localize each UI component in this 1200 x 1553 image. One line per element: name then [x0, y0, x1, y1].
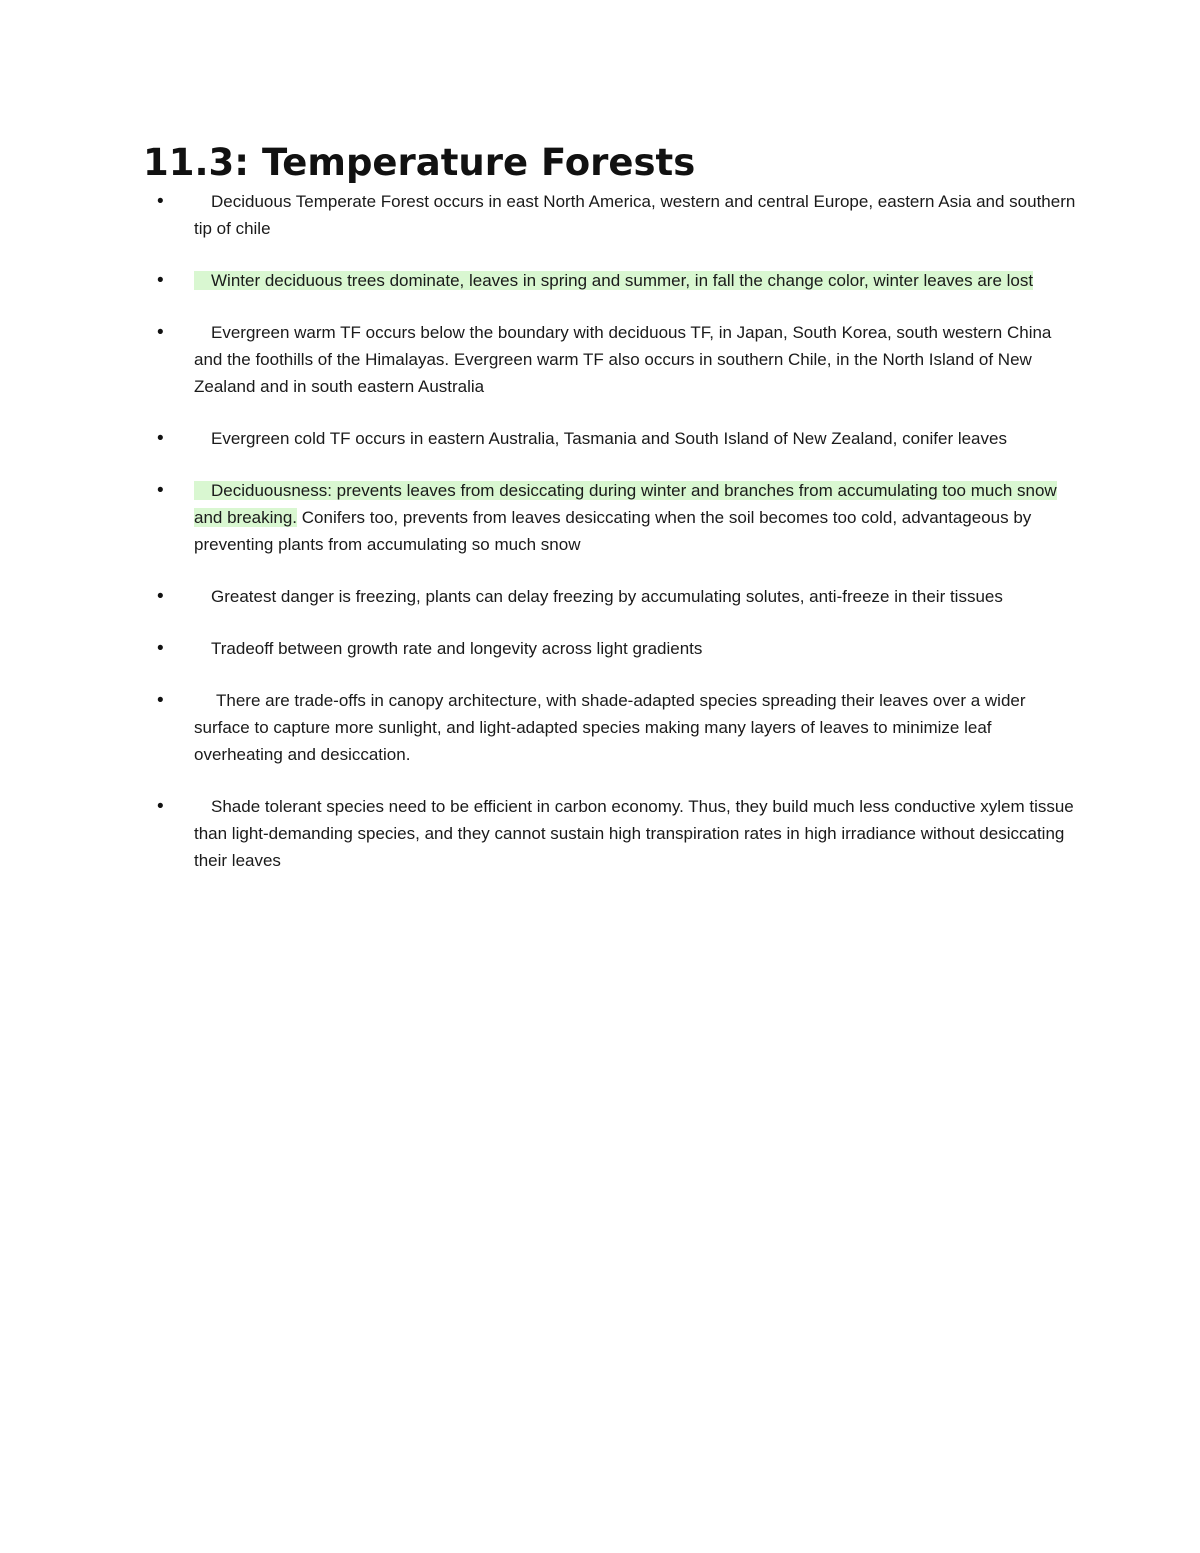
highlighted-text: [194, 691, 216, 710]
note-text: Deciduous Temperate Forest occurs in east North America, western and central Europe, eastern Asia and southern tip of chile: [194, 192, 1076, 238]
list-item: [0, 267, 1080, 294]
list-item: [0, 687, 1080, 768]
bullet-icon: •: [157, 480, 164, 501]
list-item: [0, 583, 1080, 610]
list-item: [0, 425, 1080, 452]
note-text: Greatest danger is freezing, plants can delay freezing by accumulating solutes, anti-freeze in their tissues: [211, 587, 1003, 606]
bullet-icon: •: [157, 638, 164, 659]
list-item: [0, 188, 1080, 242]
bullet-icon: •: [157, 270, 164, 291]
highlighted-text: [194, 639, 211, 658]
bullet-icon: •: [157, 428, 164, 449]
bullet-icon: •: [157, 191, 164, 212]
list-item: [0, 635, 1080, 662]
bullet-icon: •: [157, 690, 164, 711]
highlighted-text: [194, 323, 211, 342]
note-text: Conifers too, prevents from leaves desiccating when the soil becomes too cold, advantageous by preventing plants from accumulating so much snow: [194, 508, 1032, 554]
highlighted-text: [194, 587, 211, 606]
note-text: There are trade-offs in canopy architecture, with shade-adapted species spreading their leaves over a wider surface to capture more sunlight, and light-adapted species making many layers of leaves to minimize leaf overheating and desiccation.: [194, 691, 1026, 764]
list-item: [0, 793, 1080, 874]
bullet-list: [0, 188, 1200, 899]
highlighted-text: Deciduousness: prevents leaves from desiccating during winter and branches from accumulating too much snow and breaking.: [194, 481, 1057, 527]
highlighted-text: Winter deciduous trees dominate, leaves in spring and summer, in fall the change color, winter leaves are lost: [194, 271, 1033, 290]
note-text: Tradeoff between growth rate and longevity across light gradients: [211, 639, 703, 658]
note-text: Evergreen warm TF occurs below the boundary with deciduous TF, in Japan, South Korea, south western China and the foothills of the Himalayas. Evergreen warm TF also occurs in southern Chile, in the North Island of New Zealand and in south eastern Australia: [194, 323, 1052, 396]
note-text: Evergreen cold TF occurs in eastern Australia, Tasmania and South Island of New Zealand, conifer leaves: [211, 429, 1007, 448]
page-title: 11.3: Temperature Forests: [143, 141, 696, 184]
bullet-icon: •: [157, 796, 164, 817]
bullet-icon: •: [157, 322, 164, 343]
highlighted-text: [194, 192, 211, 211]
note-text: Shade tolerant species need to be efficient in carbon economy. Thus, they build much less conductive xylem tissue than light-demanding species, and they cannot sustain high transpiration rates in high irradiance without desiccating their leaves: [194, 797, 1074, 870]
list-item: [0, 477, 1080, 558]
bullet-icon: •: [157, 586, 164, 607]
highlighted-text: [194, 429, 211, 448]
highlighted-text: [194, 797, 211, 816]
list-item: [0, 319, 1080, 400]
